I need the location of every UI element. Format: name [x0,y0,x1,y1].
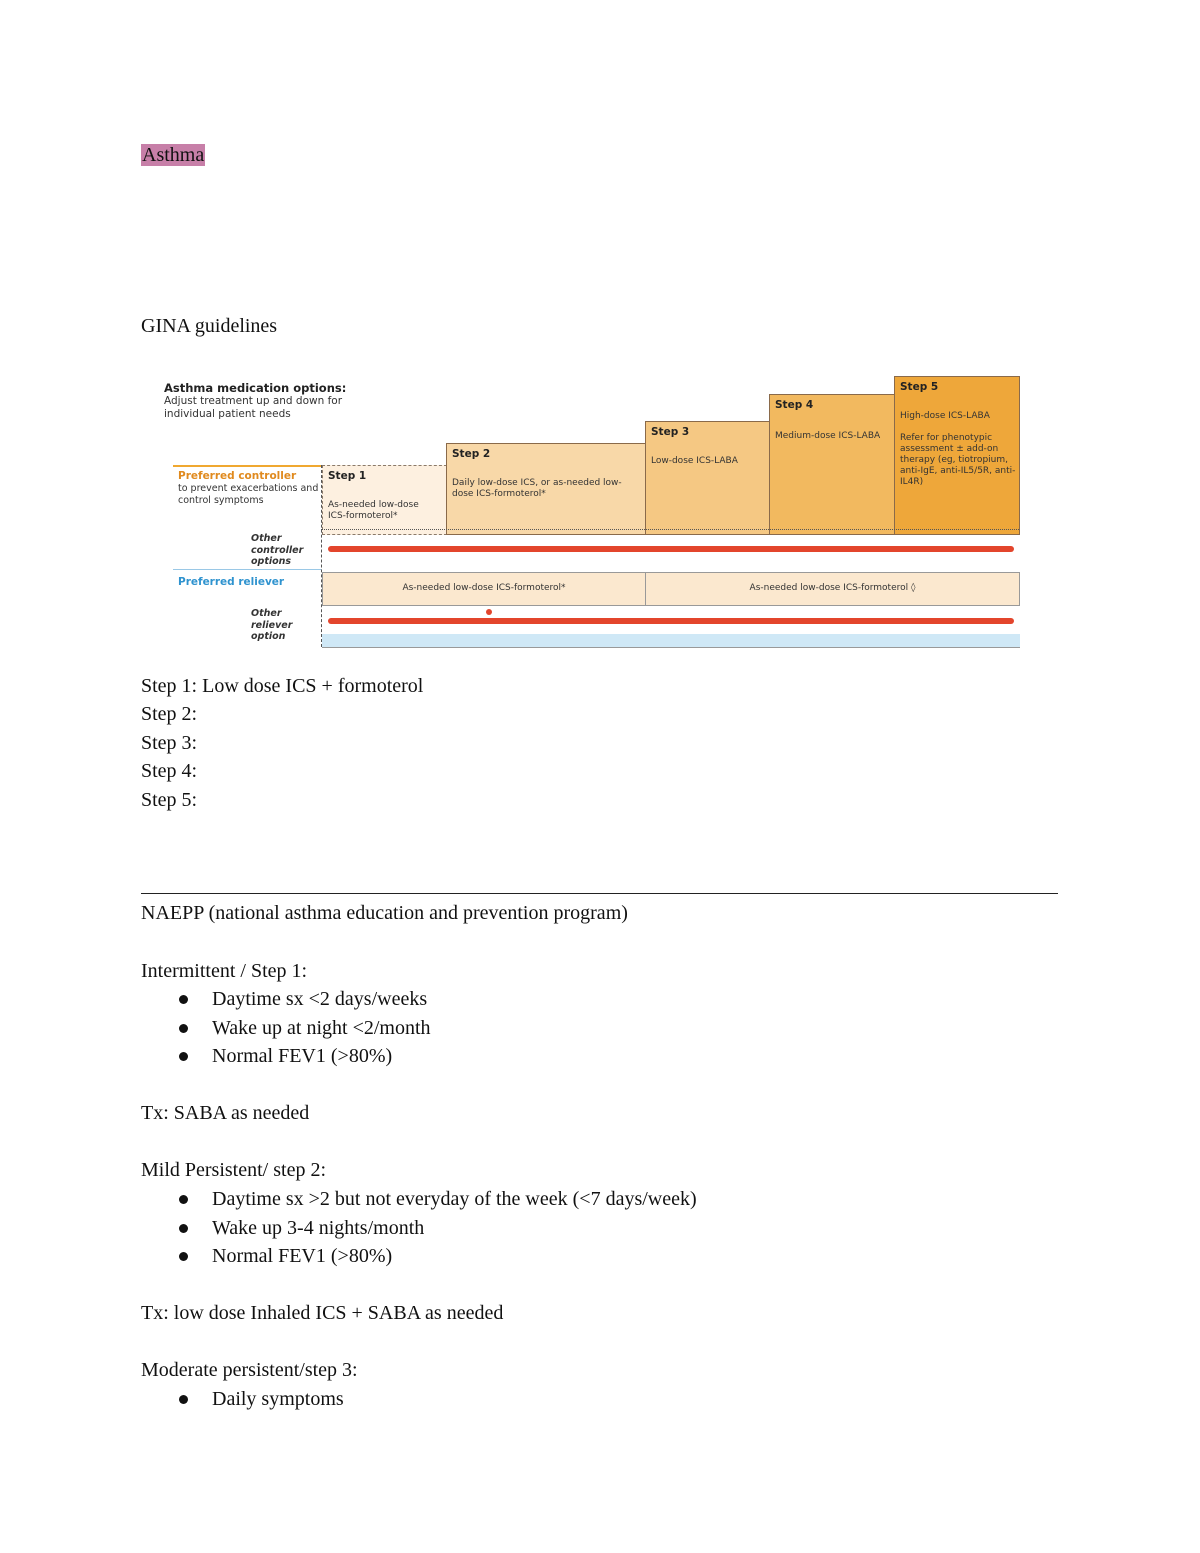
mild-tx: Tx: low dose Inhaled ICS + SABA as needed [141,1302,504,1324]
title-highlight: Asthma [142,144,205,166]
list-item: Daytime sx >2 but not everyday of the week (<7 days/week) [141,1187,697,1216]
list-item: Normal FEV1 (>80%) [141,1044,431,1073]
document-title [141,143,205,167]
reliever-row-right [645,572,1020,606]
step-1-desc: As-needed low-dose ICS-formoterol* [328,500,419,521]
other-reliever-blue-band [322,634,1020,648]
intermittent-heading: Intermittent / Step 1: [141,960,308,982]
diagram-subtitle: Adjust treatment up and down for individual patient needs [164,395,343,420]
step-note-2: Step 2: [141,703,198,725]
controller-divider [321,529,1019,530]
other-controller-label: Other controller options [251,533,304,567]
preferred-controller-subtitle: to prevent exacerbations and control symptoms [178,483,319,506]
step-1-name: Step 1 [328,470,367,482]
step-2-box [446,443,646,535]
red-marker [486,609,492,615]
preferred-controller-rule [173,465,321,467]
reliever-left-text: As-needed low-dose ICS-formoterol* [402,583,566,593]
step-note-5: Step 5: [141,789,198,811]
mild-list [141,1187,697,1273]
list-item: Wake up 3-4 nights/month [141,1216,697,1245]
step-2-name: Step 2 [452,448,491,460]
step-3-box [645,421,770,535]
step-4-name: Step 4 [775,399,814,411]
intermittent-list [141,987,431,1073]
other-controller-red-bar [328,546,1014,552]
step-2-desc: Daily low-dose ICS, or as-needed low-dose ICS-formoterol* [452,478,622,499]
step-note-4: Step 4: [141,760,198,782]
list-item: Normal FEV1 (>80%) [141,1244,697,1273]
intermittent-tx: Tx: SABA as needed [141,1102,310,1124]
step-4-box [769,394,895,535]
step-1-box [322,465,447,535]
step-note-3: Step 3: [141,732,198,754]
moderate-heading: Moderate persistent/step 3: [141,1359,358,1381]
step-5-name: Step 5 [900,381,939,393]
reliever-row-left [322,572,646,606]
list-item: Daily symptoms [141,1387,344,1416]
mild-heading: Mild Persistent/ step 2: [141,1159,326,1181]
step-axis-dashed-line [321,465,322,647]
gina-stepwise-diagram [160,372,1022,652]
preferred-reliever-title: Preferred reliever [178,576,285,588]
preferred-reliever-rule [173,569,321,570]
step-3-name: Step 3 [651,426,690,438]
moderate-list [141,1387,344,1416]
step-5-desc-2: Refer for phenotypic assessment ± add-on therapy (eg, tiotropium, anti-IgE, anti-IL5/5R, anti-IL4R) [900,433,1016,487]
gina-heading: GINA guidelines [141,315,278,337]
list-item: Daytime sx <2 days/weeks [141,987,431,1016]
list-item: Wake up at night <2/month [141,1016,431,1045]
step-3-desc: Low-dose ICS-LABA [651,456,738,466]
reliever-right-text: As-needed low-dose ICS-formoterol ◊ [749,583,916,593]
horizontal-rule [141,893,1058,894]
preferred-controller-title: Preferred controller [178,470,297,482]
other-reliever-label: Other reliever option [251,608,293,642]
step-5-box [894,376,1020,535]
step-4-desc: Medium-dose ICS-LABA [775,431,881,441]
naepp-heading: NAEPP (national asthma education and prevention program) [141,902,628,924]
diagram-title: Asthma medication options: [164,381,347,395]
other-reliever-red-bar [328,618,1014,624]
step-5-desc: High-dose ICS-LABA [900,411,990,421]
step-note-1: Step 1: Low dose ICS + formoterol [141,675,424,697]
